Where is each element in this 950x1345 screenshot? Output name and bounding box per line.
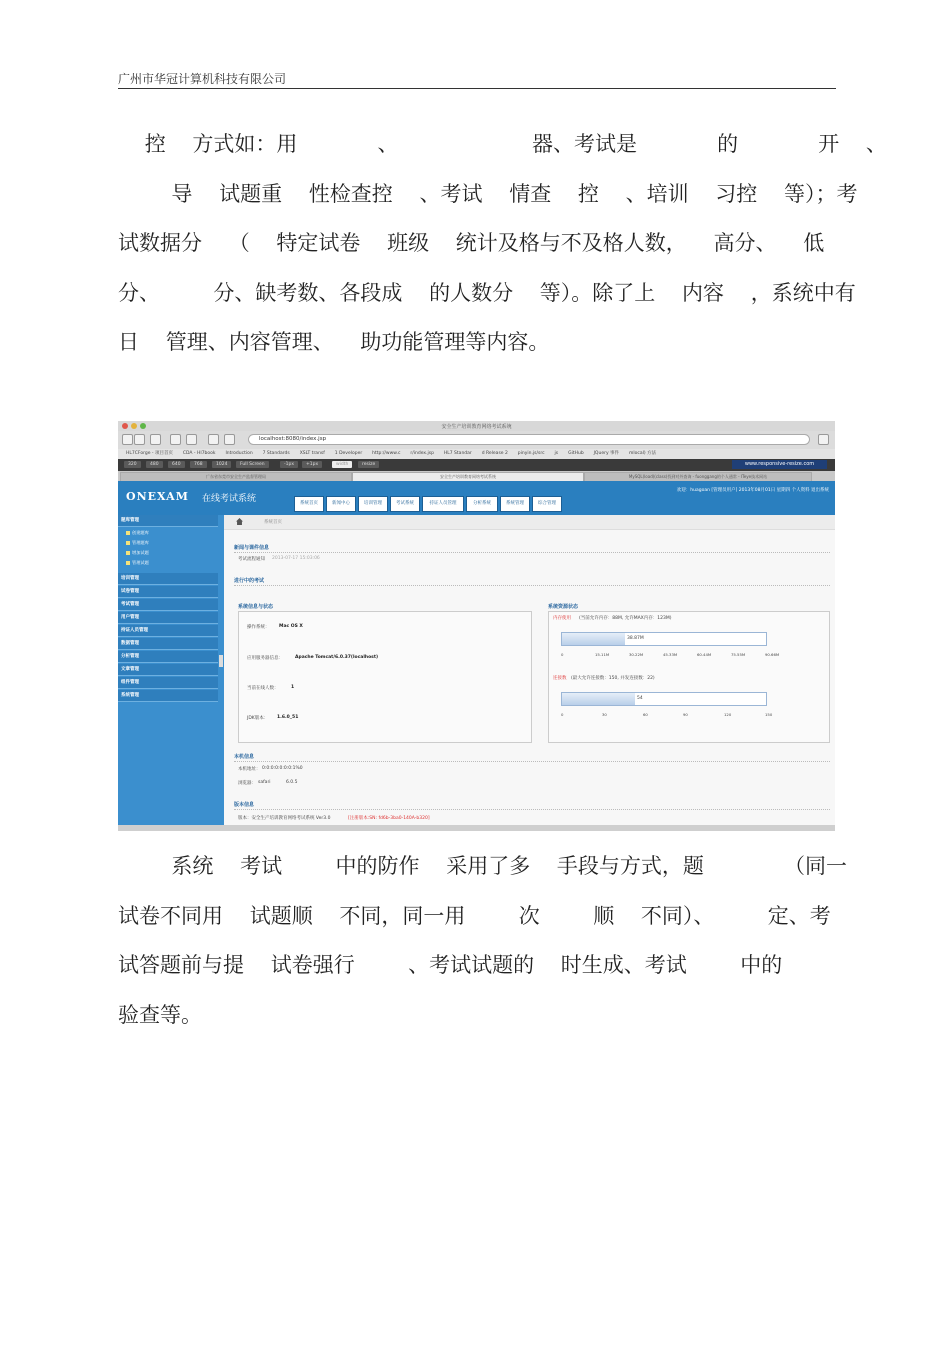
bookmark[interactable]: 1 Developer [334,451,363,456]
sidebar-item-data[interactable]: 数据管理 [118,638,218,650]
sidebar [118,515,218,831]
sidebar-sub-label: 管理题库 [132,540,149,545]
tick-label: 150 [765,712,773,717]
company-name: 广州市华冠计算机科技有限公司 [118,72,287,86]
folder-icon [126,531,130,535]
home-icon[interactable] [236,518,243,525]
page-header [118,70,836,89]
sidebar-item-components[interactable]: 组件管理 [118,677,218,689]
reading-icon[interactable] [208,434,219,445]
menu-training[interactable]: 培训管理 [358,496,388,512]
text-line: 试卷不同用 试题顺 不同，同一用 次 顺 不同）、 定、考 [118,903,831,928]
browser-tabs [118,471,835,481]
menu-system[interactable]: 系统管理 [500,496,530,512]
bookmark[interactable]: pinyin.js/src [517,451,545,456]
resources-title: 系统资源状态 [548,604,579,610]
tick-label: 90.66M [765,652,780,657]
browser-version: 6.0.5 [286,780,298,785]
embedded-screenshot [118,421,835,831]
window-titlebar [118,421,835,431]
folder-icon [126,561,130,565]
sidebar-item-users[interactable]: 用户管理 [118,612,218,624]
register-text: [注册版本:SN: fd6b-3ba0-140A-b320] [348,816,430,821]
app-logo: ONEXAM [126,490,189,503]
server-label: 应用服务器信息： [247,656,283,661]
sidebar-item-certified[interactable]: 持证人员管理 [118,625,218,637]
width-input[interactable]: width [332,461,352,468]
tick-label: 0 [561,652,564,657]
paragraph-1 [118,120,887,368]
breadcrumb-text: 系统首页 [264,520,282,525]
resources-panel [548,611,830,743]
sidebar-sub-item[interactable] [126,530,149,536]
bookmark[interactable]: XSLT transf [299,451,325,456]
connection-value: 54 [637,696,643,701]
text-line: 日 管理、内容管理、 助功能管理等内容。 [118,330,550,355]
text-line: 分、 分、缺考数、各段成 的人数分 等）。除了上 内容 ，系统中有 [118,280,856,305]
tick-label: 0 [561,712,564,717]
url-bar[interactable] [248,434,810,445]
sidebar-item-papers[interactable]: 试卷管理 [118,586,218,598]
folder-icon [126,551,130,555]
divider [234,809,830,810]
size-768-button[interactable]: 768 [190,461,207,468]
browser-tab[interactable]: 安全生产培训教育网络考试系统 [352,472,584,482]
version-title: 版本信息 [234,802,255,808]
connection-bar-fill [562,693,635,705]
bookmark[interactable]: GitHub [568,451,584,456]
sidebar-item-question-bank[interactable]: 题库管理 [118,515,218,527]
tick-label: 120 [724,712,732,717]
online-label: 当前在线人数： [247,686,279,691]
ip-value: 0:0:0:0:0:0:0:1%0 [262,766,303,771]
menu-analysis[interactable]: 分析系统 [466,496,498,512]
text-line: 控 方式如：用 、 器、考试是 的 开 、 [118,132,887,156]
tick-label: 30.22M [629,652,644,657]
os-value: Mac OS X [279,624,303,629]
share-icon[interactable] [150,434,161,445]
sidebar-item-exams[interactable]: 考试管理 [118,599,218,611]
size-480-button[interactable]: 480 [146,461,163,468]
server-value: Apache Tomcat/6.0.37(localhost) [295,655,379,660]
size-320-button[interactable]: 320 [124,461,141,468]
bookmark[interactable]: r/index.jsp [410,451,434,456]
bookmark[interactable]: http://www.c [372,451,401,456]
bookmark[interactable]: HL7 Standar [443,451,472,456]
online-value: 1 [291,685,295,690]
connection-label: 连接数 [553,676,567,681]
tick-label: 75.55M [731,652,746,657]
sidebar-sub-label: 创建题库 [132,530,149,535]
sidebar-sub-item[interactable] [126,540,149,546]
tick-label: 60.44M [697,652,712,657]
ip-label: 本机地址： [238,767,261,772]
url-text: localhost:8080/index.jsp [259,436,327,442]
forward-icon[interactable] [134,434,145,445]
horizontal-scrollbar[interactable] [118,825,835,831]
tick-label: 90 [683,712,688,717]
bookmark[interactable]: 7 Standards [262,451,290,456]
sysinfo-panel [238,611,532,743]
breadcrumb [224,515,835,530]
divider [234,761,830,762]
tick-label: 45.33M [663,652,678,657]
sidebar-item-system[interactable]: 系统管理 [118,690,218,702]
minus-1px-button[interactable]: -1px [280,461,298,468]
app-title: 在线考试系统 [202,494,257,504]
memory-note: (当前允许内存：88M, 允许MAX内存：123M) [579,616,672,621]
tick-label: 15.11M [595,652,610,657]
responsive-link[interactable]: www.responsive-resize.com [732,460,827,469]
download-icon[interactable] [170,434,181,445]
divider [234,552,830,553]
news-date: 2013-07-17 15:03:06 [272,556,320,561]
divider [234,585,830,586]
menu-exam[interactable]: 考试系统 [390,496,420,512]
sysinfo-title: 系统信息与状态 [238,604,274,610]
browser-toolbar [118,431,835,449]
menu-home[interactable]: 系统首页 [294,496,324,512]
user-info[interactable]: 欢迎：huagoan [管理员用户] 2013年08月01日 星期四 个人资料 退出系统 [676,488,829,493]
responsive-toolbar [118,459,835,471]
sidebar-item-training[interactable]: 培训管理 [118,573,218,585]
back-icon[interactable] [122,434,133,445]
sidebar-item-articles[interactable]: 文章管理 [118,664,218,676]
memory-label: 内存使用 [553,616,571,621]
connection-bar [561,692,767,706]
browser-value: safari [258,780,271,785]
fullscreen-button[interactable]: Full Screen [236,461,269,468]
menu-news[interactable]: 新闻中心 [326,496,356,512]
menu-certified[interactable]: 持证人员管理 [422,496,464,512]
plus-1px-button[interactable]: +1px [302,461,322,468]
text-line: 系统 考试 中的防作 采用了多 手段与方式，题 （同一 [118,854,848,878]
sidebar-sub-label: 管理试题 [132,560,149,565]
browser-tab[interactable]: 广东省东莞市安全生产监督管理局 [120,472,352,482]
text-line: 试答题前与提 试卷强行 、考试试题的 时生成、考试 中的 [118,953,783,978]
paragraph-2 [118,842,848,1040]
os-label: 操作系统： [247,625,270,630]
bookmark[interactable]: HL7CForge - 项目首页 [126,451,173,456]
memory-bar [561,632,767,646]
size-1024-button[interactable]: 1024 [212,461,231,468]
text-line: 导 试题重 性检查控 、考试 情查 控 、培训 习控 等）；考 [118,181,858,206]
connection-note: (最大允许连接数：150, 并发连接数：22) [571,676,655,681]
text-line: 验查等。 [118,1002,202,1027]
collapse-handle[interactable] [219,655,223,667]
memory-value: 38.87M [627,636,644,641]
cloud-icon[interactable] [224,434,235,445]
browser-label: 浏览器： [238,781,256,786]
app-header [118,481,835,515]
bookmark[interactable]: mlocal) 方法 [628,451,657,456]
menu-general[interactable]: 综合管理 [532,496,562,512]
sidebar-sub-label: 增加试题 [132,550,149,555]
tick-label: 30 [602,712,607,717]
sidebar-sub-item[interactable] [126,560,149,566]
ongoing-title: 进行中的考试 [234,578,265,584]
resize-button[interactable]: resize [358,461,379,468]
bookmark[interactable]: d Release 2 [481,451,508,456]
version-text: 版本：安全生产培训教育网络考试系统 Ver3.0 [238,816,331,821]
main-content [224,515,835,831]
history-icon[interactable] [186,434,197,445]
tick-label: 60 [643,712,648,717]
bookmark[interactable]: JQuery 事件 [593,451,620,456]
window-title: 安全生产培训教育网络考试系统 [441,424,512,430]
bookmark[interactable]: js [554,451,559,456]
news-item[interactable]: 考试流程通知 [238,557,265,562]
news-title: 新闻与课件信息 [234,545,270,551]
folder-icon [126,541,130,545]
jdk-value: 1.6.0_51 [277,715,299,720]
settings-icon[interactable] [818,434,829,445]
memory-bar-fill [562,633,625,645]
bookmark[interactable]: CDA - HI7book [182,451,216,456]
text-line: 试数据分 （ 特定试卷 班级 统计及格与不及格人数， 高分、 低 [118,231,825,256]
sidebar-item-analysis[interactable]: 分析管理 [118,651,218,663]
bookmarks-bar [118,449,835,459]
browser-tab[interactable]: MySQL(load)(class)找到对外查询 - fuonggang的个人通常 - ITeye技术网站 [584,472,812,482]
jdk-label: JDK版本： [247,716,269,721]
local-title: 本机信息 [234,754,255,760]
sidebar-sub-item[interactable] [126,550,149,556]
bookmark[interactable]: Introduction [225,451,253,456]
size-640-button[interactable]: 640 [168,461,185,468]
